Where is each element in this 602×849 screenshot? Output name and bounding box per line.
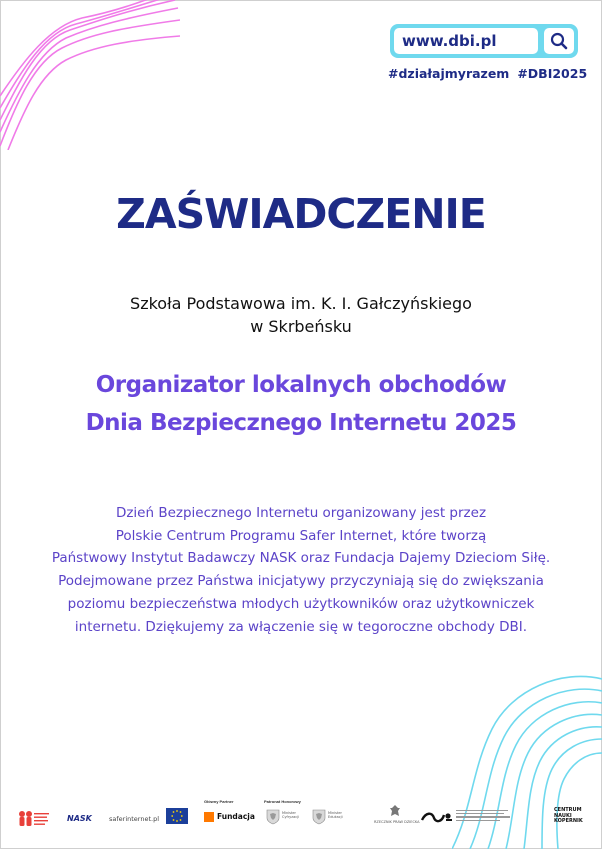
minister-cyfryzacji-label: Minister Cyfryzacji [282,811,300,819]
kopernik-line-3: KOPERNIK [554,818,583,824]
eagle-emblem-icon [266,809,280,825]
decorative-wave-top [0,0,180,150]
kopernik-line-1: CENTRUM [554,807,582,813]
kopernik-line-2: NAUKI [554,812,572,819]
hashtag-dzialajmyrazem: #działajmyrazem [388,66,510,81]
url-box [390,24,578,58]
body-line: poziomu bezpieczeństwa młodych użytkowników oraz użytkowniczek [67,595,535,612]
school-name [0,292,602,338]
certificate-title: ZAŚWIADCZENIE [116,190,486,238]
search-button[interactable] [544,28,574,54]
fdds-logo [18,810,52,828]
nask-logo: NASK [67,814,92,823]
school-line-2: w Skrbeńsku [250,317,352,336]
patronat-label: Patronat Honorowy [264,799,301,804]
hashtag-dbi2025: #DBI2025 [517,66,588,81]
school-line-1: Szkoła Podstawowa im. K. I. Gałczyńskiego [130,294,472,313]
search-icon [550,32,568,50]
body-line: internetu. Dziękujemy za włączenie się w tegoroczne obchody DBI. [74,618,528,635]
minister-edukacji-label: Minister Edukacji [328,811,343,819]
rpd-eagle-icon [389,804,401,818]
url-text[interactable]: www.dbi.pl [394,28,538,54]
role-line-2: Dnia Bezpiecznego Internetu 2025 [85,410,517,436]
eagle-emblem-icon [312,809,326,825]
eu-flag-icon [166,808,188,824]
hashtags [388,66,588,81]
presidency-logo-icon [420,810,454,824]
rpd-label: RZECZNIK PRAW DZIECKA [374,820,420,824]
saferinternet-logo: saferinternet.pl [109,815,160,823]
orange-logo [204,812,214,822]
body-line: Dzień Bezpiecznego Internetu organizowany jest przez [115,505,487,521]
body-line: Polskie Centrum Programu Safer Internet, które tworzą [115,527,487,544]
partner-label: Główny Partner [204,799,234,804]
fundacja-logo: Fundacja [217,812,255,821]
partner-logos [14,798,588,838]
body-line: Państwowy Instytut Badawczy NASK oraz Fundacja Dajemy Dzieciom Siłę. [51,550,551,567]
kopernik-logo [554,808,588,825]
body-paragraph [0,502,602,638]
presidency-text [456,810,512,821]
body-line: Podejmowane przez Państwa inicjatywy przyczyniają się do zwiększania [58,573,544,590]
role-line-1: Organizator lokalnych obchodów [95,372,507,398]
role-heading [0,366,602,442]
